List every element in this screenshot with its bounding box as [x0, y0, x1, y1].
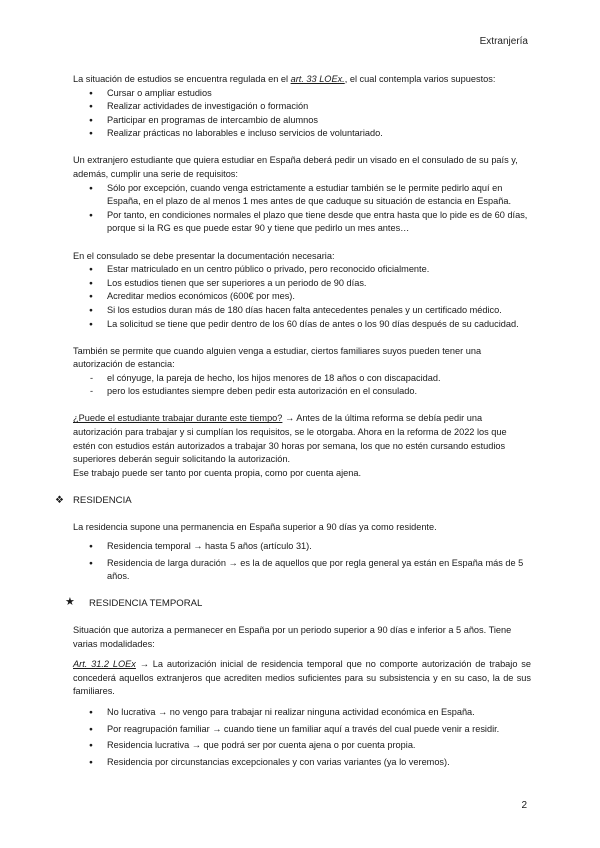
- temporal-paragraph: Situación que autoriza a permanecer en España por un periodo superior a 90 días e inferior a 5 años. Tiene varias modalidades:: [73, 625, 512, 649]
- page-content: [55, 73, 532, 783]
- work-section: [73, 412, 531, 480]
- work-text: → Antes de la última reforma se debía pedir una autorización para trabajar y si cumplían los requisitos, se le otorgaba. Ahora en la reforma de 2022 los que estén con estudios están autorizados a trabajar 30 horas por semana, los que no estén cursando estudios superiores deberán seguir solicitando la autorización.: [73, 413, 507, 465]
- residencia-paragraph: La residencia supone una permanencia en España superior a 90 días ya como residente.: [73, 521, 437, 532]
- intro-text-after: , el cual contempla varios supuestos:: [344, 74, 496, 84]
- list-item: ● Residencia lucrativa → que podrá ser por cuenta ajena o por cuenta propia.: [73, 739, 531, 753]
- intro-list: [73, 87, 531, 141]
- star-bullet-icon: ★: [65, 596, 75, 609]
- family-list: [73, 372, 531, 399]
- docs-section: [73, 250, 531, 332]
- residencia-title: RESIDENCIA: [73, 494, 132, 506]
- temporal-heading: [65, 597, 531, 611]
- article-reference-link[interactable]: Art. 31.2 LOEx: [73, 659, 136, 670]
- intro-section: [73, 73, 531, 141]
- list-item: ● Cursar o ampliar estudios: [73, 87, 531, 101]
- work-line-2: Ese trabajo puede ser tanto por cuenta propia, como por cuenta ajena.: [73, 467, 362, 478]
- residencia-list: [73, 540, 531, 584]
- visa-paragraph: Un extranjero estudiante que quiera estudiar en España deberá pedir un visado en el consulado de su país y, además, cumplir una serie de requisitos:: [73, 155, 518, 180]
- temporal-article-text: → La autorización inicial de residencia temporal que no comporte autorización de trabajo se concederá aquellos extranjeros que acrediten medios suficientes para su subsistencia y en su caso, la de sus familiares.: [73, 659, 532, 697]
- list-item: ● Estar matriculado en un centro público o privado, pero reconocido oficialmente.: [73, 263, 531, 277]
- list-item: ● Residencia de larga duración → es la de aquellos que por regla general ya están en España más de 5 años.: [73, 557, 531, 584]
- list-item: ● Sólo por excepción, cuando venga estrictamente a estudiar también se le permite pedirlo aquí en España, en el plazo de al menos 1 mes antes de que caduque su situación de estancia en España.: [73, 182, 531, 209]
- list-item: ● Los estudios tienen que ser superiores a un periodo de 90 días.: [73, 277, 531, 291]
- docs-list: [73, 263, 531, 331]
- diamond-bullet-icon: ❖: [55, 494, 64, 506]
- temporal-section: [73, 624, 531, 769]
- list-item: ● Por reagrupación familiar → cuando tiene un familiar aquí a través del cual puede venir a residir.: [73, 723, 531, 737]
- list-item: ● La solicitud se tiene que pedir dentro de los 60 días de antes o los 90 días después de su caducidad.: [73, 318, 531, 332]
- list-item: ● No lucrativa → no vengo para trabajar ni realizar ninguna actividad económica en España.: [73, 706, 531, 720]
- temporal-title: RESIDENCIA TEMPORAL: [89, 598, 203, 610]
- intro-paragraph: [73, 73, 531, 87]
- family-paragraph: También se permite que cuando alguien venga a estudiar, ciertos familiares suyos pueden tener una autorización de estancia:: [73, 345, 482, 370]
- page-number: 2: [521, 800, 527, 811]
- list-item: ● Por tanto, en condiciones normales el plazo que tiene desde que entra hasta que lo pide es de 60 días, porque si la RG es que puede estar 90 y tiene que pedirlo un mes antes…: [73, 209, 531, 236]
- list-item: - el cónyuge, la pareja de hecho, los hijos menores de 18 años o con discapacidad.: [73, 372, 531, 386]
- list-item: ● Acreditar medios económicos (600€ por mes).: [73, 290, 531, 304]
- list-item: ● Residencia temporal → hasta 5 años (artículo 31).: [73, 540, 531, 554]
- page-header-title: Extranjería: [479, 36, 528, 47]
- family-section: [73, 345, 531, 399]
- list-item: ● Realizar prácticas no laborables e incluso servicios de voluntariado.: [73, 127, 531, 141]
- list-item: - pero los estudiantes siempre deben pedir esta autorización en el consulado.: [73, 385, 531, 399]
- work-question: ¿Puede el estudiante trabajar durante este tiempo?: [73, 413, 283, 424]
- intro-text-before: La situación de estudios se encuentra regulada en el: [73, 74, 291, 84]
- residencia-section: [73, 521, 531, 584]
- list-item: ● Realizar actividades de investigación o formación: [73, 100, 531, 114]
- temporal-article-paragraph: [73, 658, 531, 699]
- list-item: ● Si los estudios duran más de 180 días hacen falta antecedentes penales y un certificado médico.: [73, 304, 531, 318]
- visa-section: [73, 154, 531, 236]
- temporal-list: [73, 706, 531, 769]
- docs-paragraph: En el consulado se debe presentar la documentación necesaria:: [73, 250, 335, 261]
- work-paragraph: [73, 412, 531, 466]
- list-item: ● Residencia por circunstancias excepcionales y con varias variantes (ya lo veremos).: [73, 756, 531, 770]
- list-item: ● Participar en programas de intercambio de alumnos: [73, 114, 531, 128]
- residencia-heading: [55, 494, 531, 508]
- law-reference-link[interactable]: art. 33 LOEx.: [290, 74, 345, 84]
- visa-list: [73, 182, 531, 236]
